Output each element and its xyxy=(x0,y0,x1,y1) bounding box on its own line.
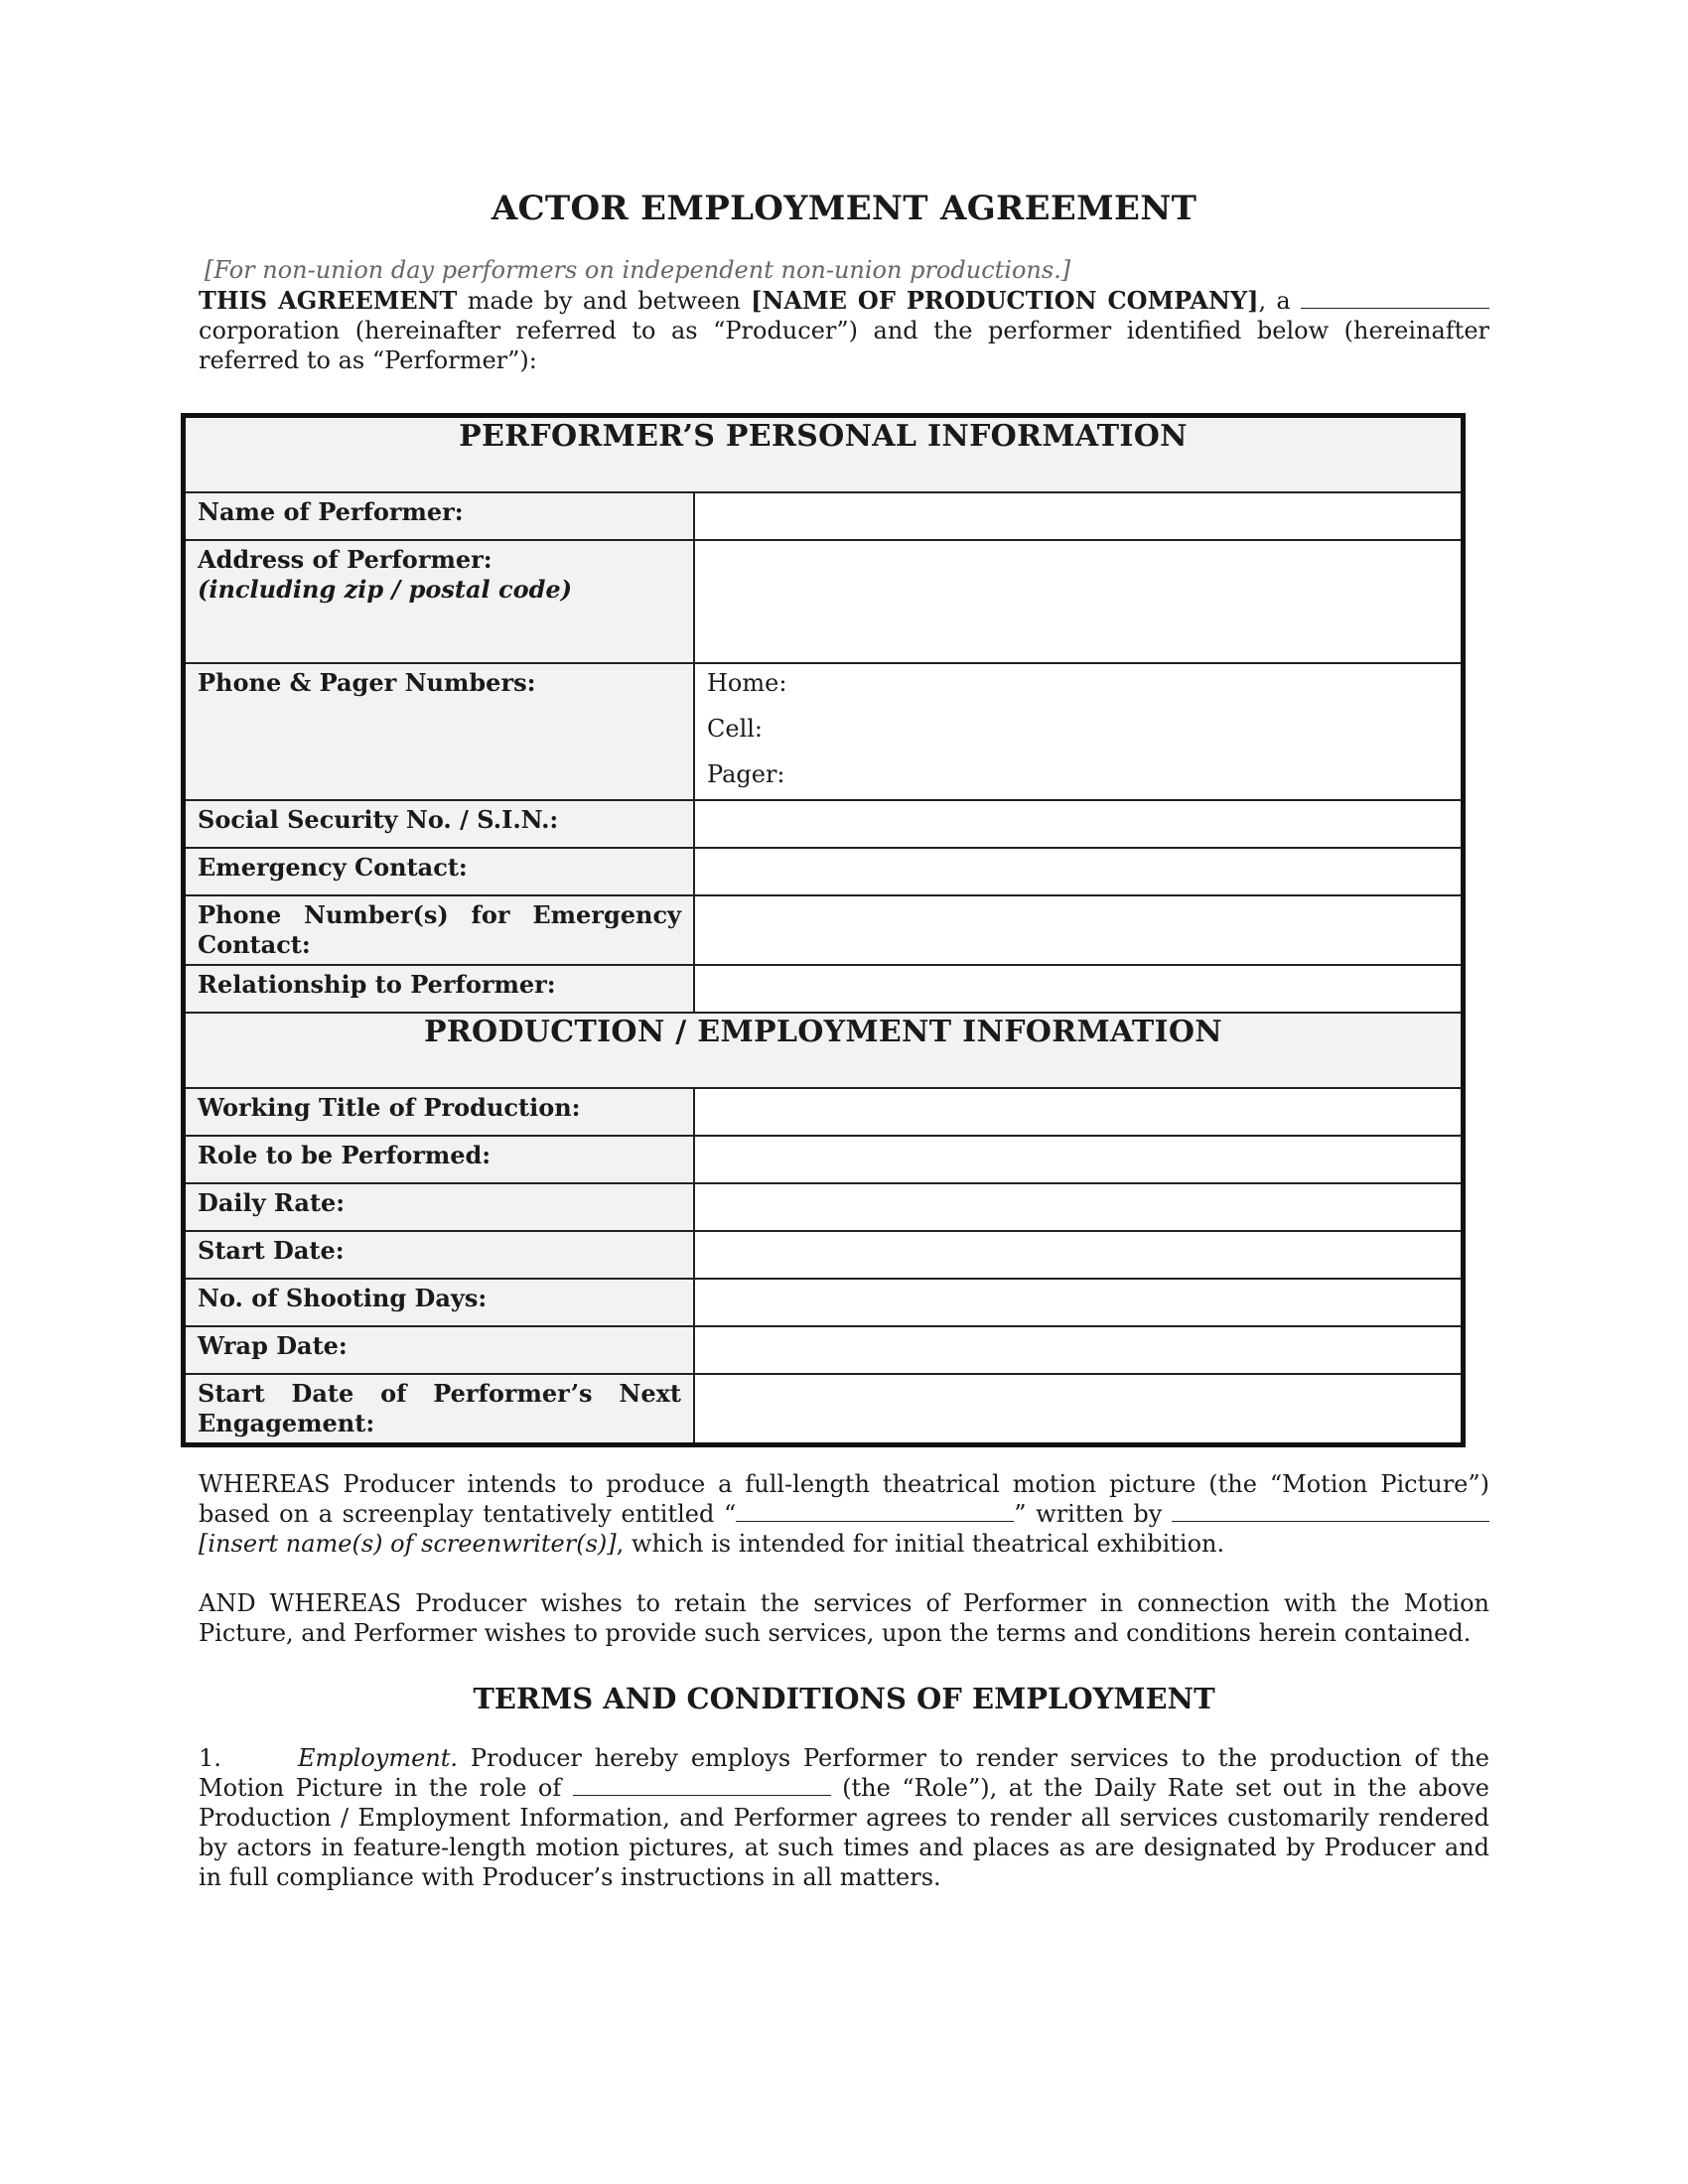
intro-lead: THIS AGREEMENT xyxy=(199,286,458,315)
role-blank[interactable] xyxy=(573,1773,831,1796)
document-title: ACTOR EMPLOYMENT AGREEMENT xyxy=(491,189,1197,228)
phone-label: Phone & Pager Numbers: xyxy=(184,663,695,800)
relationship-field[interactable] xyxy=(694,965,1464,1013)
name-field[interactable] xyxy=(694,492,1464,540)
address-field[interactable] xyxy=(694,540,1464,663)
screenplay-title-blank[interactable] xyxy=(736,1499,1014,1522)
whereas1-text-a: WHEREAS Producer intends to produce a full-length theatrical motion picture (the “Motion Picture”) based on a screenplay tentatively entitled “ xyxy=(199,1470,1489,1528)
terms-heading: TERMS AND CONDITIONS OF EMPLOYMENT xyxy=(473,1682,1215,1715)
jurisdiction-blank[interactable] xyxy=(1301,286,1489,309)
intro-company: [NAME OF PRODUCTION COMPANY] xyxy=(751,286,1259,315)
emergency-contact-field[interactable] xyxy=(694,848,1464,895)
address-label-cell xyxy=(184,540,695,663)
emergency-phone-field[interactable] xyxy=(694,895,1464,965)
relationship-label: Relationship to Performer: xyxy=(184,965,695,1013)
address-label: Address of Performer: xyxy=(198,545,492,574)
ssn-field[interactable] xyxy=(694,800,1464,848)
emergency-phone-label: Phone Number(s) for Emergency Contact: xyxy=(184,895,695,965)
performer-info-table xyxy=(181,413,1466,1447)
agreement-page xyxy=(198,189,1490,1891)
shooting-days-field[interactable] xyxy=(694,1279,1464,1326)
personal-info-heading: PERFORMER’S PERSONAL INFORMATION xyxy=(184,416,1464,493)
whereas1-text-b: ” written by xyxy=(1014,1500,1172,1528)
daily-rate-field[interactable] xyxy=(694,1183,1464,1231)
recitals-and-terms xyxy=(199,1469,1489,1892)
whereas-paragraph-1 xyxy=(199,1469,1489,1559)
whereas-paragraph-2: AND WHEREAS Producer wishes to retain the services of Performer in connection with the Motion Picture, and Performer wishes to provide such services, upon the terms and conditions herein contained. xyxy=(199,1589,1489,1647)
document-subtitle: [For non-union day performers on independent non-union productions.] xyxy=(205,256,1071,284)
next-engagement-label: Start Date of Performer’s Next Engagement: xyxy=(184,1374,695,1445)
clause-1-text-a: Producer hereby employs Performer to render services to the production of the Motion Picture in the role of xyxy=(199,1744,1489,1802)
clause-1 xyxy=(199,1743,1489,1892)
clause-1-title: Employment. xyxy=(298,1744,459,1772)
whereas1-italic: [insert name(s) of screenwriter(s)] xyxy=(199,1530,617,1558)
intro-text-2: , a xyxy=(1258,287,1301,315)
phone-home-label: Home: xyxy=(707,669,787,697)
start-date-field[interactable] xyxy=(694,1231,1464,1279)
address-note: (including zip / postal code) xyxy=(198,575,573,604)
clause-1-text-b: (the “Role”), at the Daily Rate set out in the above Production / Employment Information, and Performer agrees to render all services customarily rendered by actors in feature-length motion pictures, at such times and places as are designated by Producer and in full compliance with Producer’s instructions in all matters. xyxy=(199,1774,1490,1891)
phone-field[interactable] xyxy=(694,663,1464,800)
emergency-contact-label: Emergency Contact: xyxy=(184,848,695,895)
wrap-date-field[interactable] xyxy=(694,1326,1464,1374)
start-date-label: Start Date: xyxy=(184,1231,695,1279)
screenwriter-blank[interactable] xyxy=(1172,1499,1489,1522)
whereas1-text-c: , which is intended for initial theatrical exhibition. xyxy=(616,1530,1225,1558)
next-engagement-field[interactable] xyxy=(694,1374,1464,1445)
phone-cell-label: Cell: xyxy=(707,715,764,743)
ssn-label: Social Security No. / S.I.N.: xyxy=(184,800,695,848)
intro-text-3: corporation (hereinafter referred to as “Producer”) and the performer identified below (hereinafter referred to as “Performer”): xyxy=(199,317,1489,374)
shooting-days-label: No. of Shooting Days: xyxy=(184,1279,695,1326)
intro-paragraph xyxy=(199,286,1489,375)
production-info-heading: PRODUCTION / EMPLOYMENT INFORMATION xyxy=(184,1013,1464,1088)
working-title-label: Working Title of Production: xyxy=(184,1088,695,1136)
working-title-field[interactable] xyxy=(694,1088,1464,1136)
role-field[interactable] xyxy=(694,1136,1464,1183)
intro-text-1: made by and between xyxy=(457,287,752,315)
clause-1-number: 1. xyxy=(199,1744,221,1772)
daily-rate-label: Daily Rate: xyxy=(184,1183,695,1231)
wrap-date-label: Wrap Date: xyxy=(184,1326,695,1374)
name-label: Name of Performer: xyxy=(184,492,695,540)
phone-pager-label: Pager: xyxy=(707,760,785,788)
role-label: Role to be Performed: xyxy=(184,1136,695,1183)
